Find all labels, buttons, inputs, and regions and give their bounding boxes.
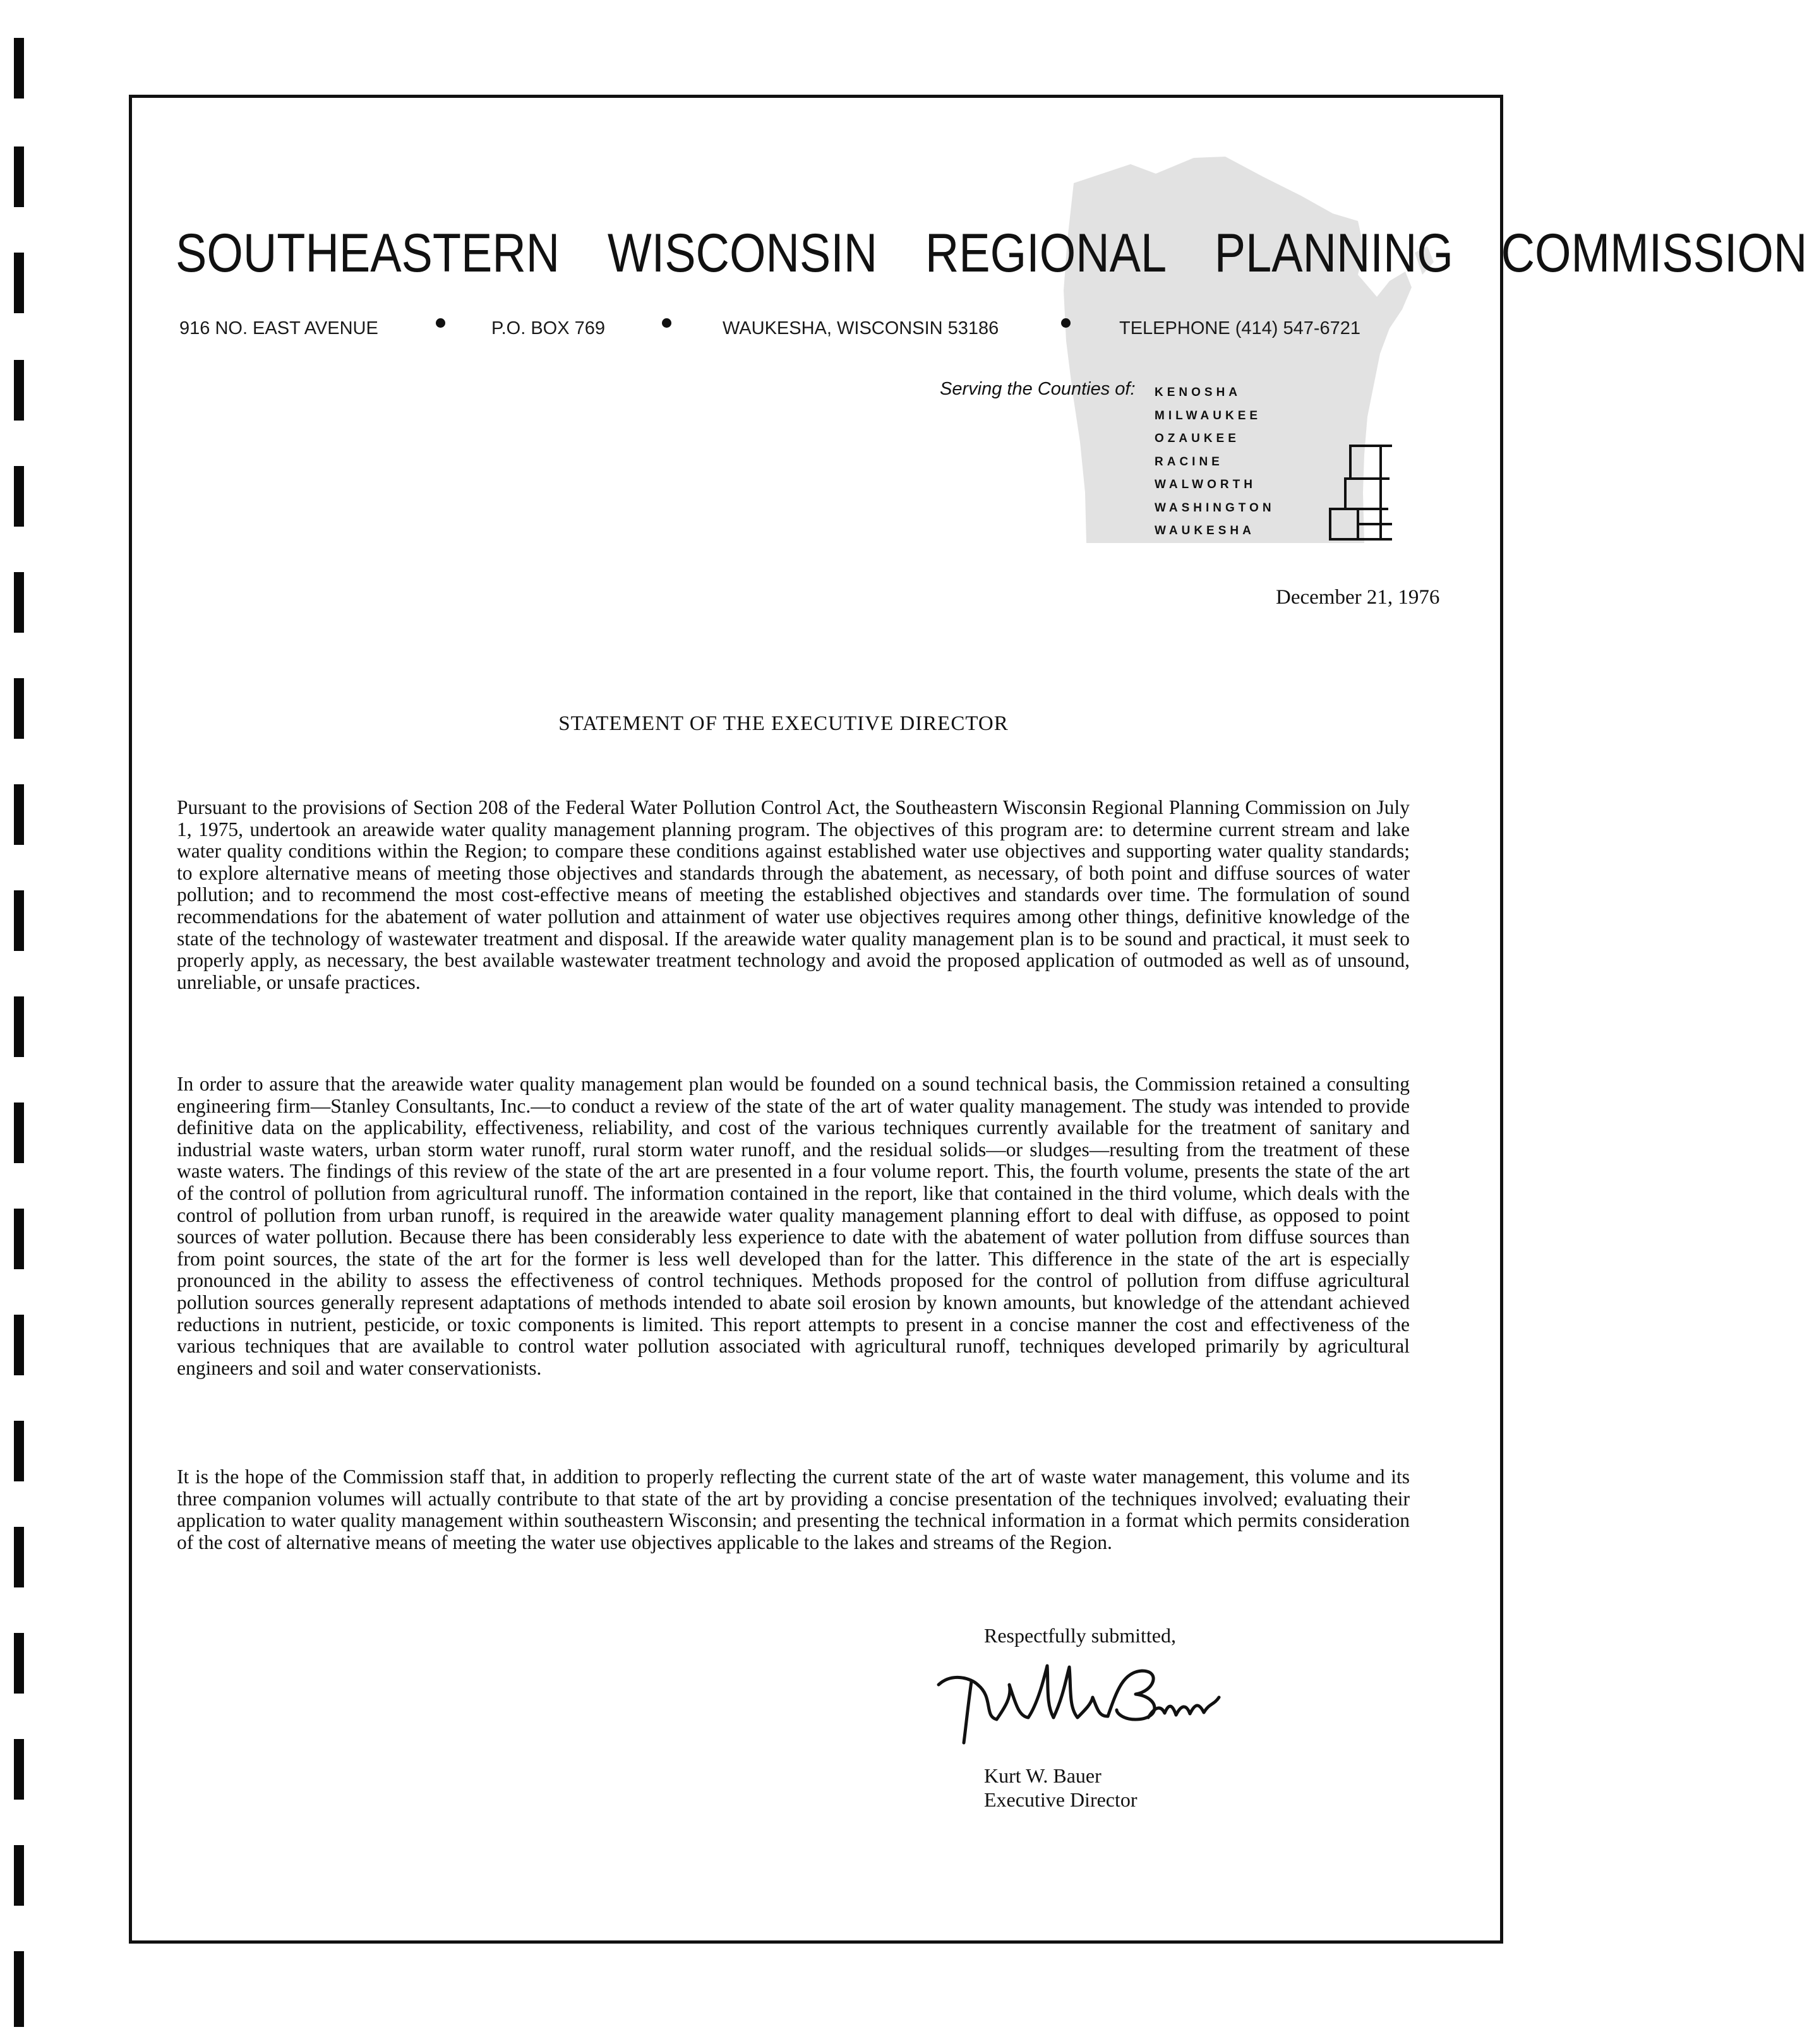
binding-mark	[14, 1209, 24, 1269]
binding-mark	[14, 1951, 24, 2027]
binding-mark	[14, 360, 24, 421]
serving-counties-label: Serving the Counties of:	[940, 379, 1136, 399]
bullet-separator	[436, 318, 445, 328]
binding-mark	[14, 38, 24, 99]
binding-mark	[14, 466, 24, 527]
body-paragraph: In order to assure that the areawide water quality management plan would be founded on a sound technical basis, the Commission retained a consulting engineering firm—Stanley Consultants, Inc.—to conduct a review of the state of the art of water quality management. The study was intended to provide definitive data on the applicability, effectiveness, reliability, and cost of the various techniques currently available for the treatment of sanitary and industrial waste waters, urban storm water runoff, rural storm water runoff, and the residual solids—or sludges—resulting from the treatment of these waste waters. The findings of this review of the state of the art are presented in a four volume report. This, the fourth volume, presents the state of the art of the control of pollution from agricultural runoff. The information contained in the report, like that contained in the third volume, which deals with the control of pollution from urban runoff, is required in the areawide water quality management planning effort to deal with diffuse, as opposed to point sources of water pollution. Because there has been considerably less experience to date with the abatement of water pollution from diffuse sources than from point sources, the state of the art for the former is less well developed than for the latter. This difference in the state of the art is especially pronounced in the ability to assess the effectiveness of control techniques. Methods proposed for the control of pollution from diffuse agricultural pollution sources generally represent adaptations of methods intended to abate soil erosion by known amounts, but knowledge of the attendant achieved reductions in nutrient, pesticide, or toxic components is limited. This report attempts to present in a concise manner the cost and effectiveness of the various techniques that are available to control water pollution associated with agricultural runoff, techniques developed primarily by agricultural engineers and soil and water conservationists.	[177, 1073, 1410, 1379]
binding-mark	[14, 1845, 24, 1906]
region-outline-icon	[1326, 442, 1396, 543]
statement-title: STATEMENT OF THE EXECUTIVE DIRECTOR	[558, 712, 1009, 735]
binding-mark	[14, 1527, 24, 1587]
letter-date: December 21, 1976	[1276, 586, 1440, 609]
body-paragraph: It is the hope of the Commission staff that, in addition to properly reflecting the current state of the art of waste water management, this volume and its three companion volumes will actually contribute to that state of the art by providing a concise presentation of the techniques involved; evaluating their application to water quality management within southeastern Wisconsin; and presenting the technical information in a format which permits consideration of the cost of alternative means of meeting the water use objectives applicable to the lakes and streams of the Region.	[177, 1466, 1410, 1553]
closing-line: Respectfully submitted,	[984, 1624, 1176, 1647]
county-item: WAUKESHA	[1155, 524, 1255, 537]
binding-mark	[14, 890, 24, 951]
county-item: OZAUKEE	[1155, 432, 1240, 445]
county-list	[1155, 381, 1275, 543]
signer-name: Kurt W. Bauer	[984, 1764, 1102, 1787]
address-line	[179, 316, 1379, 341]
po-box: P.O. BOX 769	[491, 318, 606, 338]
org-word: WISCONSIN	[607, 223, 878, 284]
signer-title: Executive Director	[984, 1788, 1138, 1811]
county-item: RACINE	[1155, 455, 1223, 469]
binding-mark	[14, 572, 24, 633]
binding-mark	[14, 1739, 24, 1800]
org-word: SOUTHEASTERN	[176, 223, 560, 284]
binding-mark	[14, 996, 24, 1057]
binding-mark	[14, 1315, 24, 1375]
organization-name	[176, 223, 1807, 284]
org-word: PLANNING	[1214, 223, 1453, 284]
county-item: MILWAUKEE	[1155, 409, 1262, 422]
binding-mark	[14, 253, 24, 313]
county-item: WALWORTH	[1155, 478, 1256, 491]
binding-mark	[14, 1103, 24, 1163]
street-address: 916 NO. EAST AVENUE	[179, 318, 378, 338]
city-state-zip: WAUKESHA, WISCONSIN 53186	[723, 318, 999, 338]
binding-mark	[14, 146, 24, 207]
bullet-separator	[662, 318, 671, 328]
binding-mark	[14, 1633, 24, 1694]
org-word: REGIONAL	[925, 223, 1167, 284]
county-item: KENOSHA	[1155, 386, 1242, 399]
county-item: WASHINGTON	[1155, 501, 1275, 515]
binding-mark	[14, 1421, 24, 1481]
telephone: TELEPHONE (414) 547-6721	[1119, 318, 1361, 338]
org-word: COMMISSION	[1501, 223, 1807, 284]
bullet-separator	[1061, 318, 1071, 328]
body-paragraph: Pursuant to the provisions of Section 208 of the Federal Water Pollution Control Act, the Southeastern Wisconsin Regional Planning Commission on July 1, 1975, undertook an areawide water quality management planning program. The objectives of this program are: to determine current stream and lake water quality conditions within the Region; to compare these conditions against established water use objectives and supporting water quality standards; to explore alternative means of meeting those objectives and standards through the abatement, as necessary, of both point and diffuse sources of water pollution; and to recommend the most cost-effective means of meeting the established objectives and standards over time. The formulation of sound recommendations for the abatement of water pollution and attainment of water use objectives requires among other things, definitive knowledge of the state of the technology of wastewater treatment and disposal. If the areawide water quality management plan is to be sound and practical, it must seek to properly apply, as necessary, the best available wastewater treatment technology and avoid the proposed application of outmoded as well as of unsound, unreliable, or unsafe practices.	[177, 796, 1410, 993]
handwritten-signature	[934, 1659, 1224, 1748]
binding-mark	[14, 784, 24, 845]
